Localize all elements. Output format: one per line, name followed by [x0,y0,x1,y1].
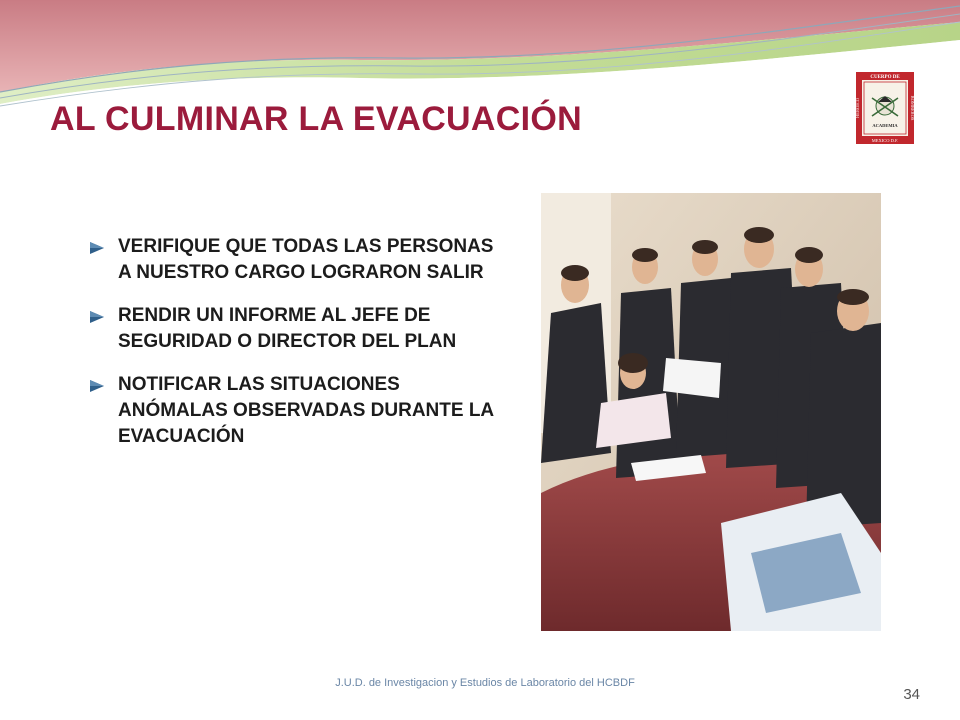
logo-text-center: ACADEMIA [872,123,898,128]
logo-text-left: HEROICO [855,98,860,118]
bullet-text: NOTIFICAR LAS SITUACIONES ANÓMALAS OBSERVADAS DURANTE LA EVACUACIÓN [118,374,494,447]
meeting-photo [541,193,881,631]
logo-text-top: CUERPO DE [870,75,900,80]
logo-text-right: BOMBEROS [910,95,915,121]
footer-text: J.U.D. de Investigacion y Estudios de Laboratorio del HCBDF [335,677,635,689]
bullet-text: VERIFIQUE QUE TODAS LAS PERSONAS A NUESTRO CARGO LOGRARON SALIR [118,236,494,283]
bullet-item [88,372,508,450]
slide-title: AL CULMINAR LA EVACUACIÓN [50,100,582,138]
firefighter-academy-logo [856,72,914,144]
page-number: 34 [903,686,920,703]
arrow-bullet-icon [88,379,106,393]
arrow-bullet-icon [88,241,106,255]
bullet-item [88,303,508,355]
bullet-text: RENDIR UN INFORME AL JEFE DE SEGURIDAD O DIRECTOR DEL PLAN [118,305,457,352]
bullet-list [88,234,508,467]
logo-text-bottom: MEXICO D.F. [871,138,899,143]
arrow-bullet-icon [88,310,106,324]
bullet-item [88,234,508,286]
